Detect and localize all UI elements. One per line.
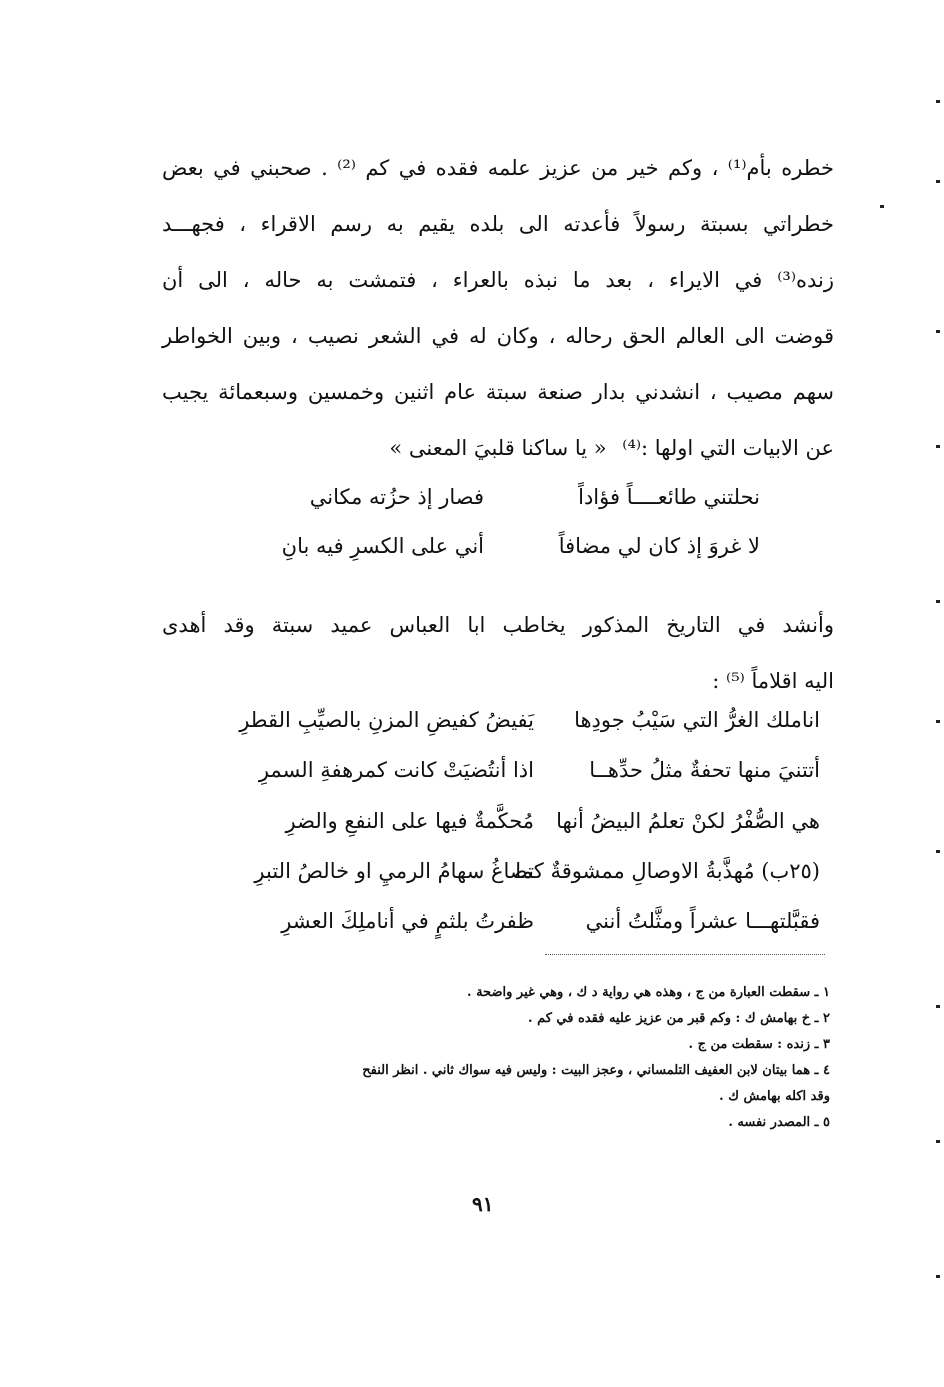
text-line: وأنشد في التاريخ المذكور يخاطب ابا العباس عميد سبتة وقد أهدى <box>162 613 834 637</box>
scan-mark <box>936 445 940 448</box>
verse-line <box>160 695 840 745</box>
verse-hemistich-first: اناملك الغرُّ التي سَيْبُ جودِها <box>574 708 820 732</box>
text-line: قوضت الى العالم الحق رحاله ، وكان له في الشعر نصيب ، وبين الخواطر <box>162 324 834 348</box>
footnote: ٣ ـ زنده : سقطت من ج . <box>688 1037 830 1052</box>
page-number: ٩١ <box>472 1192 494 1216</box>
paragraph-2 <box>162 597 834 709</box>
verse-hemistich-second: أني على الكسرِ فيه بانِ <box>281 534 484 558</box>
verse-line <box>160 846 840 896</box>
text-line: سهم مصيب ، انشدني بدار صنعة سبتة عام اثنين وخمسين وسبعمائة يجيب <box>162 380 834 404</box>
text-line: عن الابيات التي اولها :⁽⁴⁾ <box>622 436 834 460</box>
scan-mark <box>936 600 940 603</box>
poem-heading: « يا ساكنا قلبيَ المعنى » <box>389 436 607 460</box>
text-line: خطراتي بسبتة رسولاً فأعدته الى بلده يقيم به رسم الاقراء ، فجهـــد <box>162 212 834 236</box>
verse-hemistich-second: فصار إذ حزُته مكاني <box>309 485 484 509</box>
footnote: ٥ ـ المصدر نفسه . <box>728 1115 830 1130</box>
scan-mark <box>880 205 884 208</box>
verse-hemistich-second: مُحكَّمةٌ فيها على النفعِ والضرِ <box>285 809 534 833</box>
footnote-divider <box>545 954 825 955</box>
verse-hemistich-second: اذا أنتُضيَتْ كانت كمرهفةِ السمرِ <box>258 758 534 782</box>
footnote: ٤ ـ هما بيتان لابن العفيف التلمساني ، وعجز البيت : وليس فيه سواك ثاني . انظر النفح <box>362 1063 830 1078</box>
scan-mark <box>936 330 940 333</box>
text-line: خطره بأم⁽¹⁾ ، وكم خير من عزيز علمه فقده في كم ⁽²⁾ . صحبني في بعض <box>162 156 834 180</box>
scan-mark <box>936 1005 940 1008</box>
verse-line <box>160 521 840 571</box>
verse-hemistich-second: تصاغُ سهامُ الرميِ او خالصُ التبرِ <box>254 859 534 883</box>
scan-mark <box>936 100 940 103</box>
verse-line <box>160 896 840 946</box>
verse-hemistich-first: فقبَّلتهـــا عشراً ومثَّلتُ أنني <box>585 909 820 933</box>
verse-line <box>160 745 840 795</box>
verse-line <box>160 472 840 522</box>
footnote: وقد اكله بهامش ك . <box>719 1089 830 1104</box>
verse-hemistich-first: نحلتني طائعــــاً فؤاداً <box>578 485 760 509</box>
verse-hemistich-first: لا غروَ إذ كان لي مضافاً <box>558 534 760 558</box>
footnote: ٢ ـ خ بهامش ك : وكم قبر من عزيز عليه فقده في كم . <box>528 1011 830 1026</box>
paragraph-1 <box>162 140 834 476</box>
scan-mark <box>936 850 940 853</box>
verse-hemistich-first: أتتنيَ منها تحفةٌ مثلُ حدِّهــا <box>589 758 820 782</box>
scan-mark <box>936 180 940 183</box>
scan-mark <box>936 1140 940 1143</box>
footnote: ١ ـ سقطت العبارة من ج ، وهذه هي رواية د ك ، وهي غير واضحة . <box>467 985 830 1000</box>
verse-hemistich-first: (٢٥ب) مُهذَّبةُ الاوصالِ ممشوقةٌ كما <box>515 859 820 883</box>
verse-hemistich-first: هي الصُّفْرُ لكنْ تعلمُ البيضُ أنها <box>556 809 820 833</box>
text-line: اليه اقلاماً ⁽⁵⁾ : <box>712 669 834 693</box>
text-line: زنده⁽³⁾ في الايراء ، بعد ما نبذه بالعراء ، فتمشت به حاله ، الى أن <box>162 268 834 292</box>
verse-line <box>160 796 840 846</box>
scan-mark <box>936 720 940 723</box>
footnotes <box>150 980 830 1136</box>
verse-hemistich-second: ظفرتُ بلثمٍ في أناملِكَ العشرِ <box>281 909 534 933</box>
scan-mark <box>936 1275 940 1278</box>
verse-hemistich-second: يَفيضُ كفيضِ المزنِ بالصيِّبِ القطرِ <box>239 708 534 732</box>
